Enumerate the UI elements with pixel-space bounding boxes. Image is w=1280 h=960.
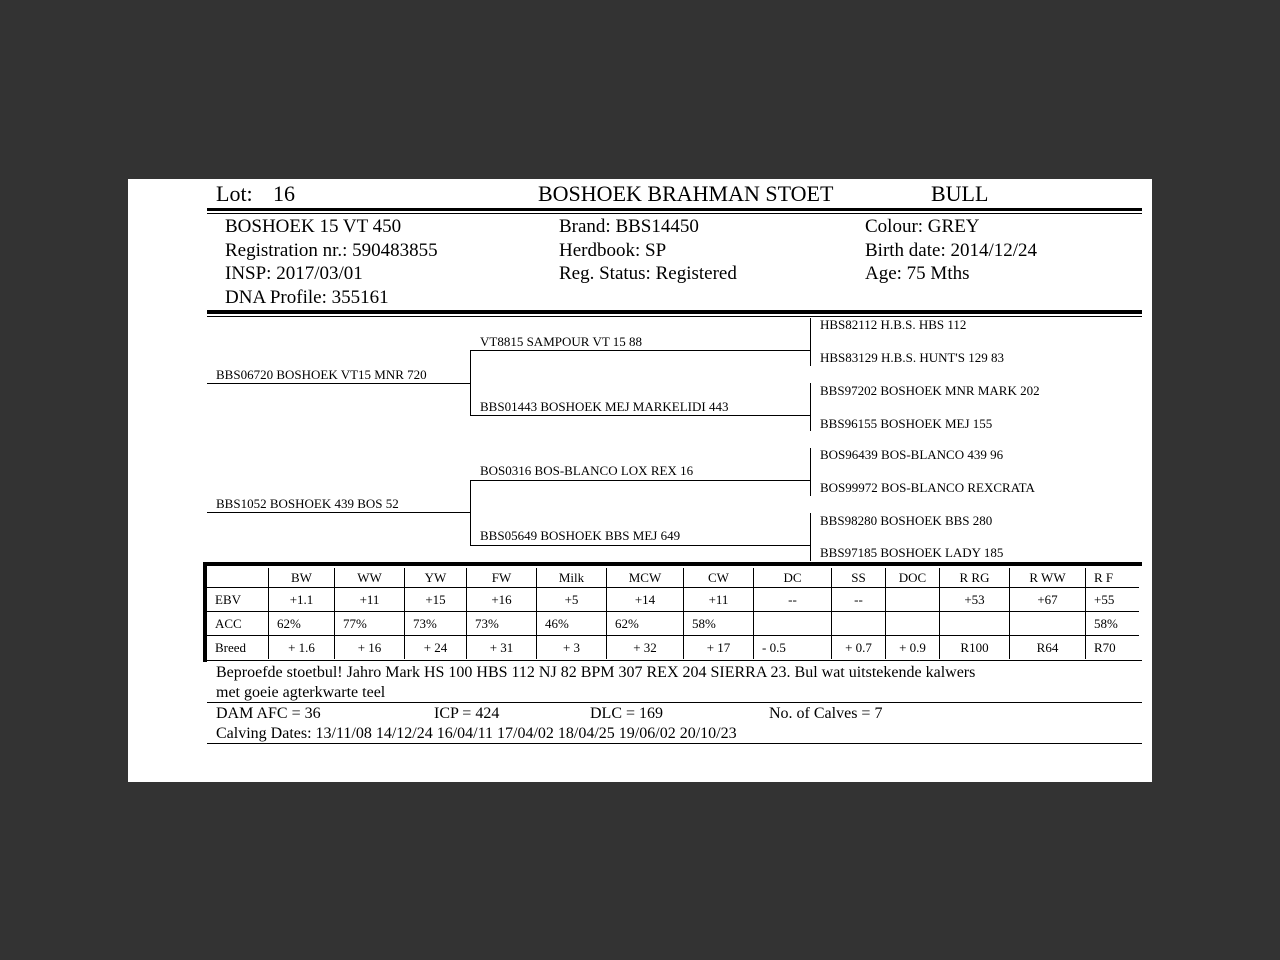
pedigree-g3: BBS96155 BOSHOEK MEJ 155 <box>820 416 993 431</box>
dna-profile: DNA Profile: 355161 <box>225 287 389 308</box>
pedigree-line-ds <box>470 480 810 481</box>
ebv-cell <box>886 612 940 636</box>
ebv-row-breed <box>207 636 1139 660</box>
brand: Brand: BBS14450 <box>559 216 699 237</box>
ebv-cell <box>940 612 1010 636</box>
ebv-cell: +14 <box>607 588 684 612</box>
ebv-header-cell: R RG <box>940 568 1010 588</box>
pedigree-g3: BBS97202 BOSHOEK MNR MARK 202 <box>820 383 1040 398</box>
ebv-cell: + 16 <box>335 636 405 660</box>
ebv-cell: R100 <box>940 636 1010 660</box>
pedigree-line-sd <box>470 415 810 416</box>
pedigree-line-dd <box>470 545 810 546</box>
pedigree-g3: BOS99972 BOS-BLANCO REXCRATA <box>820 480 1035 495</box>
ebv-cell: + 0.9 <box>886 636 940 660</box>
ebv-cell: - 0.5 <box>754 636 832 660</box>
ebv-header-cell: R F <box>1086 568 1139 588</box>
ebv-cell: +11 <box>684 588 754 612</box>
remarks-line-2: met goeie agterkwarte teel <box>216 684 386 701</box>
ebv-cell: 73% <box>405 612 467 636</box>
lot-number: 16 <box>273 181 295 206</box>
pedigree-g3: HBS83129 H.B.S. HUNT'S 129 83 <box>820 350 1005 365</box>
calving-dates: Calving Dates: 13/11/08 14/12/24 16/04/11 17/04/02 18/04/25 19/06/02 20/10/23 <box>216 725 737 742</box>
ebv-row-label: Breed <box>207 636 269 660</box>
pedigree-dam: BBS1052 BOSHOEK 439 BOS 52 <box>216 496 399 511</box>
ebv-cell: R64 <box>1010 636 1086 660</box>
details-rule-thick <box>207 310 1142 314</box>
ebv-row-ebv <box>207 588 1139 612</box>
ebv-header-cell: SS <box>832 568 886 588</box>
ebv-header-cell: Milk <box>537 568 607 588</box>
pedigree-g3: BOS96439 BOS-BLANCO 439 96 <box>820 447 1004 462</box>
ebv-cell: + 1.6 <box>269 636 335 660</box>
reg-status: Reg. Status: Registered <box>559 263 737 284</box>
pedigree-g3: HBS82112 H.B.S. HBS 112 <box>820 317 967 332</box>
ebv-cell: 58% <box>1086 612 1139 636</box>
ebv-cell: R70 <box>1086 636 1139 660</box>
ebv-cell <box>1010 612 1086 636</box>
lot-label: Lot: <box>216 181 253 206</box>
pedigree-sire-sire: VT8815 SAMPOUR VT 15 88 <box>480 334 643 349</box>
pedigree-sire-dam: BBS01443 BOSHOEK MEJ MARKELIDI 443 <box>480 399 729 414</box>
pedigree-sire: BBS06720 BOSHOEK VT15 MNR 720 <box>216 367 427 382</box>
ebv-header-cell: R WW <box>1010 568 1086 588</box>
ebv-table <box>206 568 1139 659</box>
sex-label: BULL <box>931 181 989 206</box>
ebv-cell <box>886 588 940 612</box>
ebv-cell: +16 <box>467 588 537 612</box>
ebv-cell: + 17 <box>684 636 754 660</box>
birth-date: Birth date: 2014/12/24 <box>865 240 1038 261</box>
ebv-cell: +53 <box>940 588 1010 612</box>
pedigree-dam-dam: BBS05649 BOSHOEK BBS MEJ 649 <box>480 528 681 543</box>
ebv-header-cell <box>207 568 269 588</box>
dam-afc: DAM AFC = 36 <box>216 705 321 722</box>
ebv-cell: +1.1 <box>269 588 335 612</box>
ebv-cell: +55 <box>1086 588 1139 612</box>
ebv-header-cell: WW <box>335 568 405 588</box>
stud-name: BOSHOEK BRAHMAN STOET <box>538 181 834 206</box>
pedigree-line-dam <box>207 512 470 513</box>
ebv-cell: -- <box>754 588 832 612</box>
ebv-cell: 62% <box>607 612 684 636</box>
details-rule-thin <box>207 316 1142 317</box>
ebv-cell: + 24 <box>405 636 467 660</box>
ebv-header-cell: DC <box>754 568 832 588</box>
ebv-row-acc <box>207 612 1139 636</box>
insp-date: INSP: 2017/03/01 <box>225 263 363 284</box>
pedigree-bracket-sd <box>810 383 811 431</box>
herdbook: Herdbook: SP <box>559 240 667 261</box>
pedigree-line-ss <box>470 350 810 351</box>
bottom-rule <box>207 743 1142 744</box>
pedigree-g3: BBS97185 BOSHOEK LADY 185 <box>820 545 1004 560</box>
ebv-cell: 62% <box>269 612 335 636</box>
ebv-top-rule <box>203 562 1142 566</box>
ebv-cell: + 3 <box>537 636 607 660</box>
colour: Colour: GREY <box>865 216 980 237</box>
animal-name: BOSHOEK 15 VT 450 <box>225 216 402 237</box>
catalogue-sheet <box>128 179 1152 782</box>
ebv-row-label: ACC <box>207 612 269 636</box>
dam-calves: No. of Calves = 7 <box>769 705 883 722</box>
ebv-cell: 46% <box>537 612 607 636</box>
ebv-cell: 73% <box>467 612 537 636</box>
ebv-header-cell: BW <box>269 568 335 588</box>
ebv-cell: -- <box>832 588 886 612</box>
pedigree-bracket-ds <box>810 448 811 496</box>
ebv-header-cell: MCW <box>607 568 684 588</box>
pedigree-dam-sire: BOS0316 BOS-BLANCO LOX REX 16 <box>480 463 694 478</box>
ebv-cell: +11 <box>335 588 405 612</box>
header-rule-thick <box>207 208 1142 211</box>
ebv-cell: + 32 <box>607 636 684 660</box>
ebv-cell: + 0.7 <box>832 636 886 660</box>
dam-dlc: DLC = 169 <box>590 705 664 722</box>
ebv-header-cell: DOC <box>886 568 940 588</box>
ebv-cell <box>754 612 832 636</box>
ebv-cell: +67 <box>1010 588 1086 612</box>
ebv-cell: 58% <box>684 612 754 636</box>
remarks-line-1: Beproefde stoetbul! Jahro Mark HS 100 HBS 112 NJ 82 BPM 307 REX 204 SIERRA 23. Bul wat uitstekende kalwers <box>216 664 976 681</box>
ebv-cell: + 31 <box>467 636 537 660</box>
age: Age: 75 Mths <box>865 263 970 284</box>
dam-info-top-rule <box>207 702 1142 703</box>
header-rule-thin <box>207 213 1142 214</box>
ebv-cell <box>832 612 886 636</box>
pedigree-bracket-dam <box>470 480 471 546</box>
ebv-cell: 77% <box>335 612 405 636</box>
registration-number: Registration nr.: 590483855 <box>225 240 438 261</box>
ebv-cell: +5 <box>537 588 607 612</box>
ebv-header-cell: YW <box>405 568 467 588</box>
ebv-header-row <box>207 568 1139 588</box>
pedigree-line-sire <box>207 383 470 384</box>
ebv-row-label: EBV <box>207 588 269 612</box>
pedigree-g3: BBS98280 BOSHOEK BBS 280 <box>820 513 993 528</box>
remarks-top-rule <box>207 660 1142 661</box>
ebv-cell: +15 <box>405 588 467 612</box>
ebv-header-cell: CW <box>684 568 754 588</box>
pedigree-bracket-sire <box>470 350 471 416</box>
pedigree-bracket-dd <box>810 513 811 561</box>
dam-icp: ICP = 424 <box>434 705 500 722</box>
ebv-header-cell: FW <box>467 568 537 588</box>
pedigree-bracket-ss <box>810 318 811 366</box>
